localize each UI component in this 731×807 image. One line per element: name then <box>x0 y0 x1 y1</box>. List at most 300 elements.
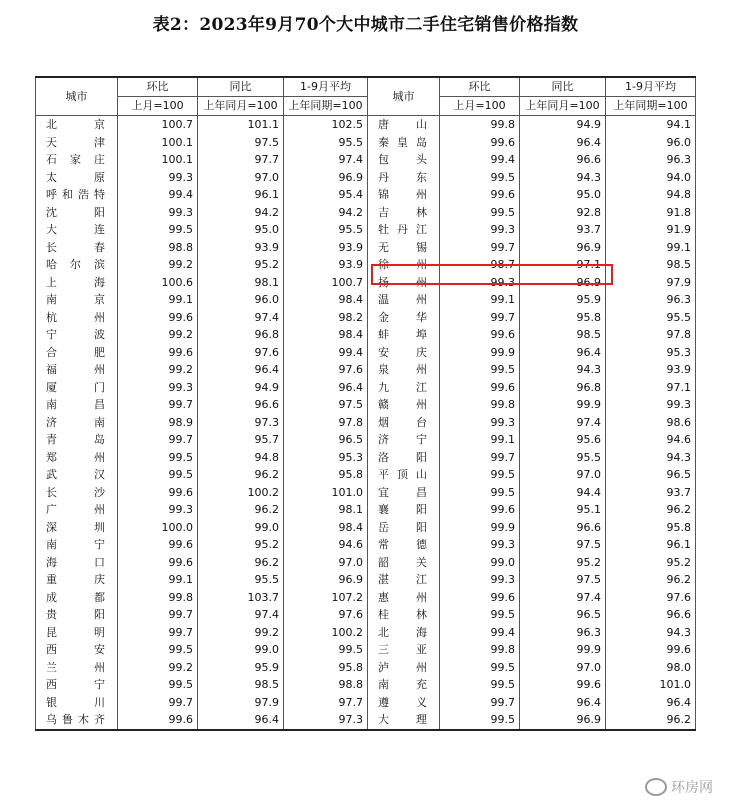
city-name: 哈尔滨 <box>36 256 118 274</box>
index-value: 98.0 <box>606 659 696 677</box>
index-value: 95.1 <box>520 501 606 519</box>
index-value: 96.4 <box>198 711 284 730</box>
city-name: 南充 <box>368 676 440 694</box>
table-row <box>36 711 696 730</box>
header-avg-base-right: 上年同期=100 <box>606 97 696 116</box>
city-name: 南昌 <box>36 396 118 414</box>
city-name: 南宁 <box>36 536 118 554</box>
index-value: 99.0 <box>440 554 520 572</box>
city-name: 宁波 <box>36 326 118 344</box>
index-value: 94.3 <box>606 449 696 467</box>
index-value: 92.8 <box>520 204 606 222</box>
index-value: 96.3 <box>606 291 696 309</box>
table-row <box>36 414 696 432</box>
index-value: 99.6 <box>440 326 520 344</box>
city-name: 广州 <box>36 501 118 519</box>
index-value: 93.9 <box>284 239 368 257</box>
index-value: 96.9 <box>520 711 606 730</box>
index-value: 96.4 <box>284 379 368 397</box>
table-row <box>36 484 696 502</box>
index-value: 96.8 <box>520 379 606 397</box>
city-name: 泉州 <box>368 361 440 379</box>
table-row <box>36 309 696 327</box>
index-value: 102.5 <box>284 116 368 134</box>
watermark-text: 环房网 <box>671 780 713 796</box>
index-value: 95.4 <box>284 186 368 204</box>
index-value: 95.2 <box>606 554 696 572</box>
city-name: 深圳 <box>36 519 118 537</box>
index-value: 96.8 <box>198 326 284 344</box>
index-value: 99.3 <box>118 501 198 519</box>
index-value: 97.1 <box>606 379 696 397</box>
index-value: 99.9 <box>440 344 520 362</box>
index-value: 99.3 <box>440 414 520 432</box>
city-name: 长春 <box>36 239 118 257</box>
city-name: 福州 <box>36 361 118 379</box>
index-value: 100.2 <box>284 624 368 642</box>
table-row <box>36 431 696 449</box>
table-row <box>36 361 696 379</box>
index-value: 103.7 <box>198 589 284 607</box>
city-name: 南京 <box>36 291 118 309</box>
city-name: 杭州 <box>36 309 118 327</box>
index-value: 96.1 <box>606 536 696 554</box>
index-value: 97.6 <box>284 606 368 624</box>
index-value: 97.8 <box>606 326 696 344</box>
index-value: 96.6 <box>520 519 606 537</box>
index-value: 98.1 <box>198 274 284 292</box>
index-value: 96.9 <box>520 274 606 292</box>
header-mom-left: 环比 <box>118 77 198 97</box>
index-value: 94.1 <box>606 116 696 134</box>
index-value: 99.6 <box>118 554 198 572</box>
index-value: 99.4 <box>284 344 368 362</box>
index-value: 99.6 <box>118 484 198 502</box>
index-value: 99.5 <box>118 449 198 467</box>
table-row <box>36 274 696 292</box>
index-value: 95.5 <box>198 571 284 589</box>
city-name: 无锡 <box>368 239 440 257</box>
index-value: 98.8 <box>284 676 368 694</box>
index-value: 99.7 <box>440 309 520 327</box>
header-avg-right: 1-9月平均 <box>606 77 696 97</box>
header-mom-base-right: 上月=100 <box>440 97 520 116</box>
index-value: 95.8 <box>520 309 606 327</box>
city-name: 济南 <box>36 414 118 432</box>
city-name: 金华 <box>368 309 440 327</box>
index-value: 99.9 <box>520 641 606 659</box>
index-value: 99.3 <box>440 221 520 239</box>
index-value: 99.8 <box>440 116 520 134</box>
city-name: 宜昌 <box>368 484 440 502</box>
index-value: 94.4 <box>520 484 606 502</box>
city-name: 温州 <box>368 291 440 309</box>
index-value: 99.5 <box>118 466 198 484</box>
city-name: 包头 <box>368 151 440 169</box>
index-value: 95.5 <box>284 221 368 239</box>
index-value: 96.6 <box>606 606 696 624</box>
table-row <box>36 256 696 274</box>
index-value: 99.7 <box>118 624 198 642</box>
index-value: 99.3 <box>440 274 520 292</box>
index-value: 99.5 <box>440 606 520 624</box>
index-value: 96.3 <box>606 151 696 169</box>
city-name: 兰州 <box>36 659 118 677</box>
index-value: 97.7 <box>284 694 368 712</box>
index-value: 99.1 <box>606 239 696 257</box>
index-value: 95.0 <box>198 221 284 239</box>
index-value: 95.9 <box>198 659 284 677</box>
index-value: 107.2 <box>284 589 368 607</box>
header-city-right: 城市 <box>368 77 440 116</box>
table-row <box>36 536 696 554</box>
index-value: 97.3 <box>284 711 368 730</box>
index-value: 97.4 <box>198 606 284 624</box>
city-name: 重庆 <box>36 571 118 589</box>
index-value: 98.1 <box>284 501 368 519</box>
index-value: 101.0 <box>284 484 368 502</box>
table-row <box>36 151 696 169</box>
table-row <box>36 624 696 642</box>
city-name: 贵阳 <box>36 606 118 624</box>
index-value: 95.3 <box>606 344 696 362</box>
table-row <box>36 449 696 467</box>
index-value: 97.5 <box>198 134 284 152</box>
header-mom-right: 环比 <box>440 77 520 97</box>
index-value: 94.3 <box>520 361 606 379</box>
index-value: 98.9 <box>118 414 198 432</box>
city-name: 襄阳 <box>368 501 440 519</box>
city-name: 唐山 <box>368 116 440 134</box>
index-value: 93.9 <box>606 361 696 379</box>
index-value: 99.5 <box>440 659 520 677</box>
index-value: 99.9 <box>440 519 520 537</box>
index-value: 101.0 <box>606 676 696 694</box>
city-name: 海口 <box>36 554 118 572</box>
index-value: 99.8 <box>440 641 520 659</box>
city-name: 成都 <box>36 589 118 607</box>
index-value: 93.7 <box>606 484 696 502</box>
table-row <box>36 501 696 519</box>
city-name: 韶关 <box>368 554 440 572</box>
index-value: 94.2 <box>284 204 368 222</box>
city-name: 昆明 <box>36 624 118 642</box>
index-value: 101.1 <box>198 116 284 134</box>
index-value: 99.6 <box>118 711 198 730</box>
index-value: 94.3 <box>520 169 606 187</box>
index-value: 99.6 <box>118 536 198 554</box>
city-name: 徐州 <box>368 256 440 274</box>
index-value: 99.5 <box>440 466 520 484</box>
index-value: 93.7 <box>520 221 606 239</box>
index-value: 98.5 <box>520 326 606 344</box>
header-yoy-left: 同比 <box>198 77 284 97</box>
index-value: 100.0 <box>118 519 198 537</box>
index-value: 96.0 <box>606 134 696 152</box>
page-title: 表2：2023年9月70个大中城市二手住宅销售价格指数 <box>152 15 579 35</box>
index-value: 100.6 <box>118 274 198 292</box>
index-value: 99.7 <box>440 449 520 467</box>
index-value: 99.1 <box>118 571 198 589</box>
index-value: 99.7 <box>118 396 198 414</box>
index-value: 97.4 <box>520 589 606 607</box>
index-value: 95.9 <box>520 291 606 309</box>
index-value: 91.8 <box>606 204 696 222</box>
index-value: 95.3 <box>284 449 368 467</box>
index-value: 96.0 <box>198 291 284 309</box>
index-value: 95.8 <box>284 659 368 677</box>
city-name: 北海 <box>368 624 440 642</box>
header-avg-left: 1-9月平均 <box>284 77 368 97</box>
table-row <box>36 466 696 484</box>
city-name: 太原 <box>36 169 118 187</box>
index-value: 96.3 <box>520 624 606 642</box>
city-name: 湛江 <box>368 571 440 589</box>
index-value: 99.3 <box>118 204 198 222</box>
index-value: 99.6 <box>606 641 696 659</box>
table-row <box>36 519 696 537</box>
index-value: 97.6 <box>284 361 368 379</box>
index-value: 93.9 <box>198 239 284 257</box>
index-value: 98.8 <box>118 239 198 257</box>
index-value: 97.4 <box>284 151 368 169</box>
table-row <box>36 186 696 204</box>
city-name: 扬州 <box>368 274 440 292</box>
index-value: 97.9 <box>606 274 696 292</box>
index-value: 99.3 <box>440 536 520 554</box>
city-name: 合肥 <box>36 344 118 362</box>
index-value: 99.5 <box>440 676 520 694</box>
table-row <box>36 326 696 344</box>
index-value: 95.8 <box>606 519 696 537</box>
index-value: 99.5 <box>440 204 520 222</box>
city-name: 三亚 <box>368 641 440 659</box>
index-value: 99.5 <box>440 711 520 730</box>
table-row <box>36 116 696 134</box>
index-value: 100.2 <box>198 484 284 502</box>
index-value: 97.5 <box>284 396 368 414</box>
index-value: 98.7 <box>440 256 520 274</box>
table-row <box>36 169 696 187</box>
price-index-table <box>35 76 696 731</box>
city-name: 沈阳 <box>36 204 118 222</box>
city-name: 锦州 <box>368 186 440 204</box>
index-value: 98.4 <box>284 519 368 537</box>
index-value: 97.5 <box>520 536 606 554</box>
table-row <box>36 239 696 257</box>
table-row <box>36 554 696 572</box>
index-value: 95.5 <box>606 309 696 327</box>
index-value: 99.5 <box>440 361 520 379</box>
index-value: 97.0 <box>198 169 284 187</box>
city-name: 银川 <box>36 694 118 712</box>
city-name: 丹东 <box>368 169 440 187</box>
index-value: 100.1 <box>118 151 198 169</box>
index-value: 99.1 <box>118 291 198 309</box>
index-value: 97.0 <box>520 659 606 677</box>
city-name: 济宁 <box>368 431 440 449</box>
city-name: 郑州 <box>36 449 118 467</box>
header-yoy-base-right: 上年同月=100 <box>520 97 606 116</box>
city-name: 平顶山 <box>368 466 440 484</box>
index-value: 96.1 <box>198 186 284 204</box>
index-value: 96.5 <box>284 431 368 449</box>
table-row <box>36 694 696 712</box>
index-value: 95.2 <box>198 536 284 554</box>
city-name: 长沙 <box>36 484 118 502</box>
index-value: 97.0 <box>520 466 606 484</box>
index-value: 95.2 <box>520 554 606 572</box>
index-value: 94.6 <box>606 431 696 449</box>
index-value: 94.8 <box>606 186 696 204</box>
city-name: 北京 <box>36 116 118 134</box>
index-value: 99.6 <box>440 589 520 607</box>
index-value: 98.4 <box>284 326 368 344</box>
index-value: 99.7 <box>440 694 520 712</box>
index-value: 97.5 <box>520 571 606 589</box>
index-value: 99.2 <box>118 659 198 677</box>
city-name: 厦门 <box>36 379 118 397</box>
city-name: 蚌埠 <box>368 326 440 344</box>
city-name: 呼和浩特 <box>36 186 118 204</box>
index-value: 99.1 <box>440 291 520 309</box>
city-name: 桂林 <box>368 606 440 624</box>
index-value: 95.2 <box>198 256 284 274</box>
city-name: 赣州 <box>368 396 440 414</box>
city-name: 常德 <box>368 536 440 554</box>
city-name: 牡丹江 <box>368 221 440 239</box>
table-row <box>36 659 696 677</box>
index-value: 98.5 <box>606 256 696 274</box>
index-value: 97.0 <box>284 554 368 572</box>
city-name: 青岛 <box>36 431 118 449</box>
city-name: 九江 <box>368 379 440 397</box>
index-value: 99.5 <box>118 641 198 659</box>
city-name: 遵义 <box>368 694 440 712</box>
index-value: 96.4 <box>520 344 606 362</box>
index-value: 99.8 <box>440 396 520 414</box>
table-row <box>36 379 696 397</box>
index-value: 99.6 <box>440 134 520 152</box>
index-value: 97.9 <box>198 694 284 712</box>
index-value: 100.1 <box>118 134 198 152</box>
index-value: 93.9 <box>284 256 368 274</box>
table-row <box>36 204 696 222</box>
index-value: 96.9 <box>284 571 368 589</box>
table-row <box>36 396 696 414</box>
city-name: 石家庄 <box>36 151 118 169</box>
index-value: 96.4 <box>198 361 284 379</box>
index-value: 94.9 <box>520 116 606 134</box>
index-value: 97.3 <box>198 414 284 432</box>
index-value: 99.7 <box>440 239 520 257</box>
index-value: 94.6 <box>284 536 368 554</box>
index-value: 96.4 <box>520 134 606 152</box>
index-value: 99.1 <box>440 431 520 449</box>
index-value: 95.0 <box>520 186 606 204</box>
city-name: 乌鲁木齐 <box>36 711 118 730</box>
index-value: 96.5 <box>520 606 606 624</box>
index-value: 96.2 <box>198 501 284 519</box>
index-value: 97.6 <box>606 589 696 607</box>
index-value: 94.9 <box>198 379 284 397</box>
watermark <box>645 777 713 797</box>
city-name: 洛阳 <box>368 449 440 467</box>
city-name: 西安 <box>36 641 118 659</box>
index-value: 96.4 <box>520 694 606 712</box>
index-value: 99.5 <box>118 676 198 694</box>
index-value: 96.2 <box>198 466 284 484</box>
index-value: 97.4 <box>198 309 284 327</box>
index-value: 99.6 <box>118 309 198 327</box>
index-value: 99.3 <box>118 169 198 187</box>
index-value: 96.5 <box>606 466 696 484</box>
index-value: 99.6 <box>440 186 520 204</box>
table-row <box>36 589 696 607</box>
index-value: 96.6 <box>198 396 284 414</box>
index-value: 99.6 <box>440 379 520 397</box>
index-value: 99.4 <box>118 186 198 204</box>
index-value: 96.6 <box>520 151 606 169</box>
table-row <box>36 344 696 362</box>
header-avg-base-left: 上年同期=100 <box>284 97 368 116</box>
index-value: 96.2 <box>606 711 696 730</box>
city-name: 吉林 <box>368 204 440 222</box>
city-name: 惠州 <box>368 589 440 607</box>
index-value: 99.2 <box>198 624 284 642</box>
index-value: 99.2 <box>118 326 198 344</box>
index-value: 99.7 <box>118 694 198 712</box>
table-row <box>36 134 696 152</box>
wechat-icon <box>645 778 667 796</box>
table-row <box>36 676 696 694</box>
index-value: 96.2 <box>198 554 284 572</box>
index-value: 99.7 <box>118 606 198 624</box>
city-name: 烟台 <box>368 414 440 432</box>
index-value: 99.6 <box>118 344 198 362</box>
index-value: 99.6 <box>520 676 606 694</box>
header-mom-base-left: 上月=100 <box>118 97 198 116</box>
table-row <box>36 606 696 624</box>
index-value: 99.5 <box>118 221 198 239</box>
index-value: 94.8 <box>198 449 284 467</box>
city-name: 上海 <box>36 274 118 292</box>
table-row <box>36 641 696 659</box>
index-value: 99.2 <box>118 361 198 379</box>
index-value: 96.4 <box>606 694 696 712</box>
city-name: 天津 <box>36 134 118 152</box>
city-name: 武汉 <box>36 466 118 484</box>
index-value: 95.8 <box>284 466 368 484</box>
index-value: 99.0 <box>198 519 284 537</box>
index-value: 99.2 <box>118 256 198 274</box>
index-value: 96.9 <box>520 239 606 257</box>
index-value: 99.5 <box>284 641 368 659</box>
index-value: 98.6 <box>606 414 696 432</box>
index-value: 99.9 <box>520 396 606 414</box>
index-value: 96.2 <box>606 501 696 519</box>
index-value: 97.1 <box>520 256 606 274</box>
city-name: 岳阳 <box>368 519 440 537</box>
index-value: 97.4 <box>520 414 606 432</box>
index-value: 99.4 <box>440 151 520 169</box>
index-value: 99.3 <box>118 379 198 397</box>
index-value: 97.6 <box>198 344 284 362</box>
index-value: 99.5 <box>440 169 520 187</box>
header-yoy-right: 同比 <box>520 77 606 97</box>
index-value: 95.6 <box>520 431 606 449</box>
index-value: 99.3 <box>606 396 696 414</box>
